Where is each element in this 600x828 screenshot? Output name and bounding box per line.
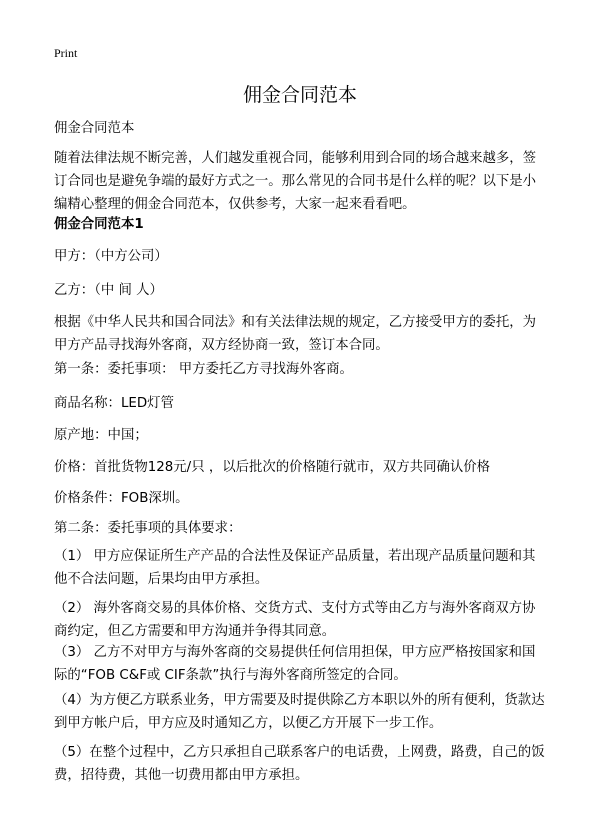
article-2: 第二条：委托事项的具体要求： — [54, 521, 242, 536]
price-terms: 价格条件：FOB深圳。 — [54, 491, 189, 506]
section-heading: 佣金合同范本1 — [54, 217, 144, 232]
document-subtitle: 佣金合同范本 — [54, 121, 135, 136]
document-title: 佣金合同范本 — [242, 84, 357, 106]
party-a: 甲方：（中方公司） — [54, 249, 168, 264]
party-b: 乙方：（中 间 人） — [54, 283, 163, 298]
origin: 原产地：中国； — [54, 428, 148, 443]
requirement-item-2: （2） 海外客商交易的具体价格、交货方式、支付方式等由乙方与海外客商双方协商约定，但乙方需要和甲方沟通并争得其同意。 — [54, 601, 536, 639]
print-label[interactable]: Print — [54, 46, 78, 60]
article-1: 第一条：委托事项： 甲方委托乙方寻找海外客商。 — [54, 362, 353, 377]
product-name: 商品名称：LED灯管 — [54, 396, 174, 411]
price: 价格：首批货物128元/只 ，以后批次的价格随行就市，双方共同确认价格 — [54, 460, 491, 475]
requirement-item-5: （5）在整个过程中，乙方只承担自己联系客户的电话费，上网费，路费，自己的饭费，招待费，其他一切费用都由甲方承担。 — [54, 745, 545, 783]
preamble-paragraph: 根据《中华人民共和国合同法》和有关法律法规的规定，乙方接受甲方的委托，为甲方产品寻找海外客商，双方经协商一致，签订本合同。 — [54, 315, 537, 353]
requirement-item-4: （4）为方便乙方联系业务，甲方需要及时提供除乙方本职以外的所有便利，货款达到甲方帐户后，甲方应及时通知乙方，以便乙方开展下一步工作。 — [54, 693, 545, 731]
requirement-item-1: （1） 甲方应保证所生产产品的合法性及保证产品质量，若出现产品质量问题和其他不合法问题，后果均由甲方承担。 — [54, 549, 536, 587]
intro-paragraph: 随着法律法规不断完善，人们越发重视合同，能够利用到合同的场合越来越多，签订合同也是避免争端的最好方式之一。那么常见的合同书是什么样的呢？以下是小编精心整理的佣金合同范本，仅供参考，大家一起来看看吧。 — [54, 151, 537, 212]
requirement-item-3: （3） 乙方不对甲方与海外客商的交易提供任何信用担保，甲方应严格按国家和国际的“FOB C&F或 CIF条款”执行与海外客商所签定的合同。 — [54, 645, 536, 683]
